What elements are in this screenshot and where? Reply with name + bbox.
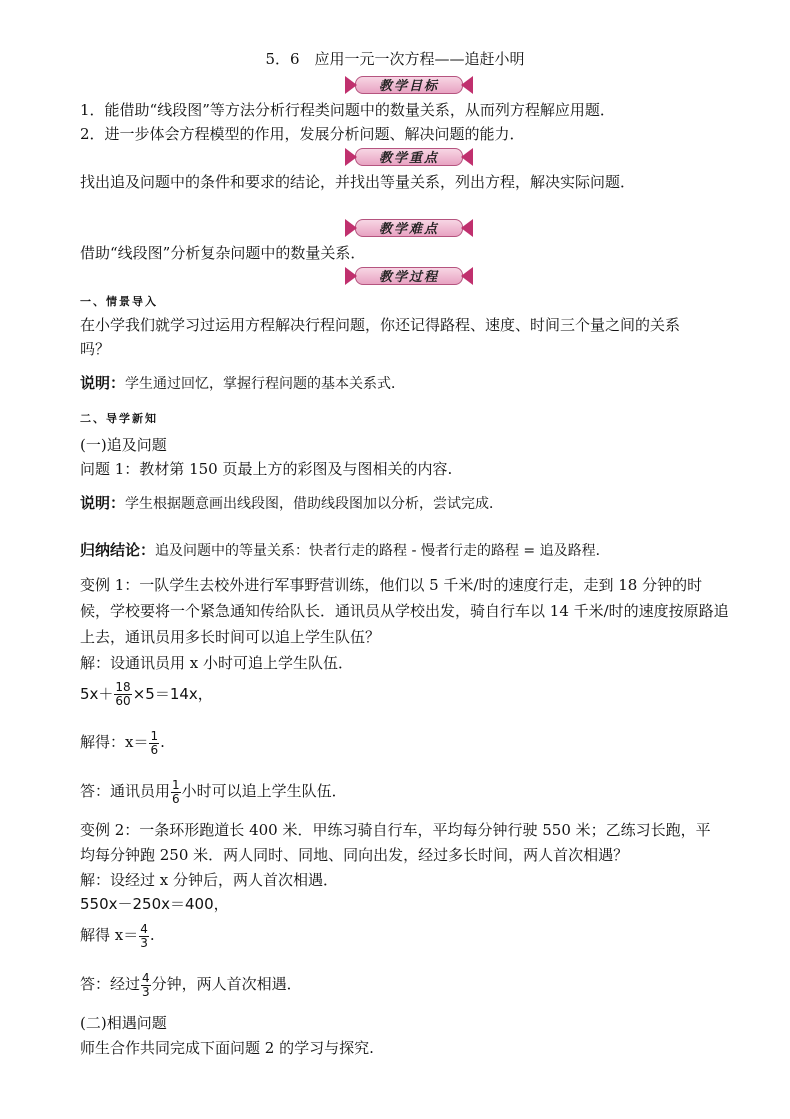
subheading-meeting: (二)相遇问题 bbox=[80, 1014, 167, 1032]
objective-1: 1．能借助“线段图”等方法分析行程类问题中的数量关系，从而列方程解应用题． bbox=[80, 101, 615, 119]
example2-solve: 解：设经过 x 分钟后，两人首次相遇． bbox=[80, 871, 338, 889]
example1-result: 解得：x＝ $\frac{1}{6}$ . bbox=[80, 728, 165, 757]
last-line: 师生合作共同完成下面问题 2 的学习与探究. bbox=[80, 1039, 374, 1057]
banner-key-points-label: 教学重点 bbox=[378, 151, 439, 166]
example1-line3: 上去，通讯员用多长时间可以追上学生队伍？ bbox=[80, 628, 381, 646]
banner-objectives-label: 教学目标 bbox=[378, 79, 439, 94]
fraction: $\frac{1}{6}$ bbox=[172, 777, 180, 806]
note-key: 说明： bbox=[80, 494, 126, 512]
example1-equation: 5x＋ $\frac{18}{60}$ ×5＝14x， bbox=[80, 680, 213, 708]
section-heading-intro: 一、情景导入 bbox=[80, 295, 158, 308]
banner-objectives bbox=[345, 74, 473, 94]
pursuit-note bbox=[80, 494, 503, 513]
section-heading-new: 二、导学新知 bbox=[80, 412, 158, 425]
example1-answer: 答：通讯员用 $\frac{1}{6}$ 小时可以追上学生队伍． bbox=[80, 777, 347, 806]
problem-1: 问题 1：教材第 150 页最上方的彩图及与图相关的内容. bbox=[80, 460, 453, 478]
objective-2: 2．进一步体会方程模型的作用，发展分析问题、解决问题的能力． bbox=[80, 125, 525, 143]
note-key: 说明： bbox=[80, 374, 126, 392]
fraction: $\frac{4}{3}$ bbox=[140, 921, 148, 950]
key-points-text: 找出追及问题中的条件和要求的结论，并找出等量关系，列出方程，解决实际问题． bbox=[80, 173, 636, 191]
note-text: 学生通过回忆，掌握行程问题的基本关系式． bbox=[125, 376, 406, 392]
example1-line1: 变例 1：一队学生去校外进行军事野营训练，他们以 5 千米/时的速度行走，走到 18 分钟的时 bbox=[80, 576, 703, 594]
banner-process bbox=[345, 265, 473, 285]
example2-answer: 答：经过 $\frac{4}{3}$ 分钟，两人首次相遇． bbox=[80, 970, 302, 999]
banner-difficulties bbox=[345, 217, 473, 237]
fraction: $\frac{4}{3}$ bbox=[142, 970, 150, 999]
fraction: $\frac{18}{60}$ bbox=[115, 680, 131, 708]
page-title: 5．6 应用一元一次方程——追赶小明 bbox=[265, 50, 525, 68]
intro-note bbox=[80, 374, 405, 393]
example1-solve: 解：设通讯员用 x 小时可追上学生队伍． bbox=[80, 654, 353, 672]
example2-line2: 均每分钟跑 250 米．两人同时、同地、同向出发，经过多长时间，两人首次相遇？ bbox=[80, 846, 629, 864]
note-text: 学生根据题意画出线段图，借助线段图加以分析，尝试完成． bbox=[125, 496, 504, 512]
conclusion bbox=[80, 541, 610, 560]
intro-paragraph-line1: 在小学我们就学习过运用方程解决行程问题，你还记得路程、速度、时间三个量之间的关系 bbox=[80, 316, 681, 334]
conclusion-key: 归纳结论： bbox=[80, 541, 156, 559]
subheading-pursuit: (一)追及问题 bbox=[80, 436, 167, 454]
example1-line2: 候，学校要将一个紧急通知传给队长．通讯员从学校出发，骑自行车以 14 千米/时的速度按原路追 bbox=[80, 602, 729, 620]
banner-key-points bbox=[345, 146, 473, 166]
banner-difficulties-label: 教学难点 bbox=[378, 222, 439, 237]
difficulties-text: 借助“线段图”分析复杂问题中的数量关系． bbox=[80, 244, 366, 262]
banner-process-label: 教学过程 bbox=[378, 270, 439, 285]
intro-paragraph-line2: 吗？ bbox=[80, 340, 111, 358]
example2-result: 解得 x＝ $\frac{4}{3}$ . bbox=[80, 921, 155, 950]
fraction: $\frac{1}{6}$ bbox=[150, 728, 159, 757]
conclusion-text: 追及问题中的等量关系：快者行走的路程 - 慢者行走的路程 = 追及路程． bbox=[155, 543, 610, 559]
example2-line1: 变例 2：一条环形跑道长 400 米．甲练习骑自行车，平均每分钟行驶 550 米；乙练习长跑，平 bbox=[80, 821, 711, 839]
example2-equation: 550x－250x＝400， bbox=[80, 895, 229, 913]
